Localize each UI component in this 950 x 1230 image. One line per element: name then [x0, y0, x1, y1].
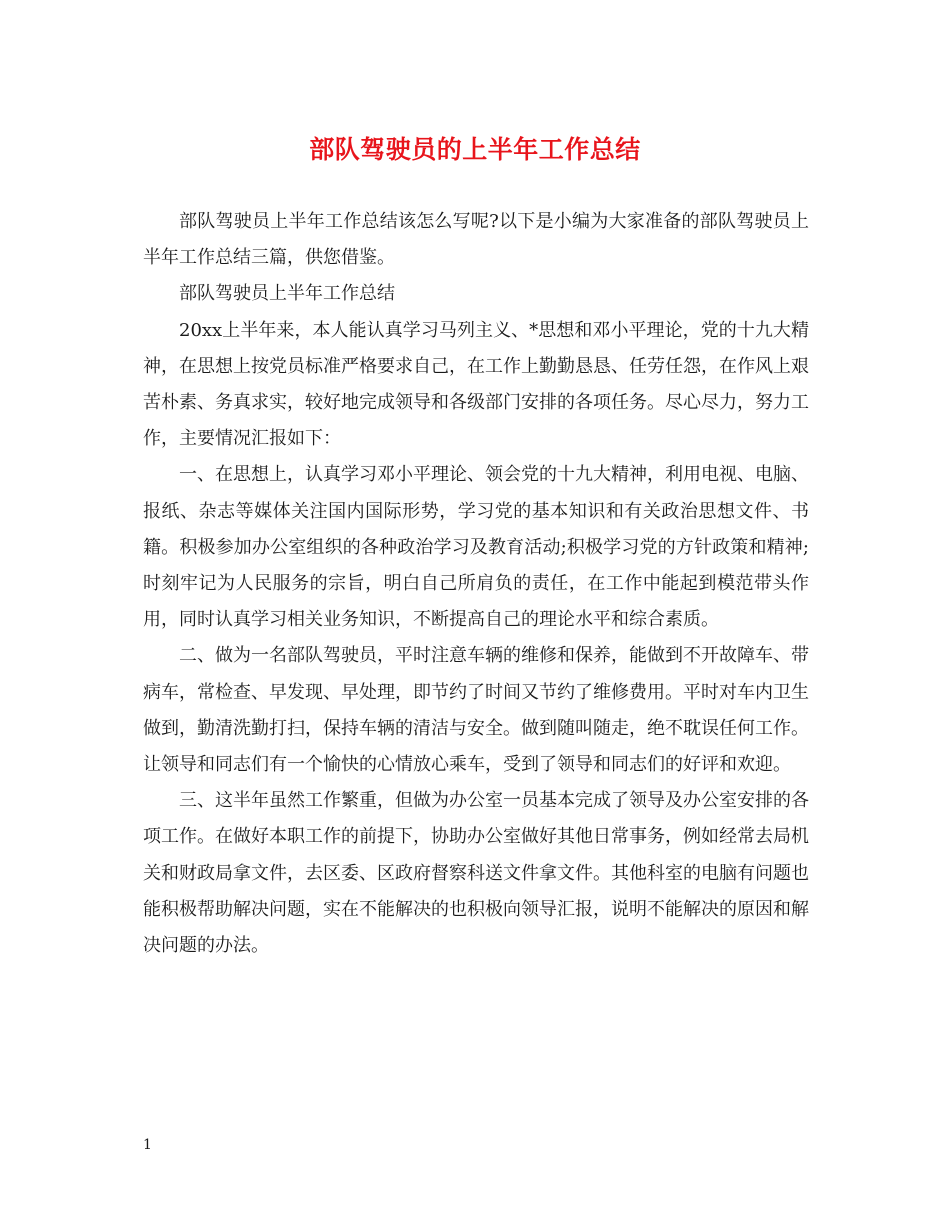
body-paragraph: 20xx上半年来，本人能认真学习马列主义、*思想和邓小平理论，党的十九大精神，在思想上按党员标准严格要求自己，在工作上勤勤恳恳、任劳任怨，在作风上艰苦朴素、务真求实，较好地完成领导和各级部门安排的各项任务。尽心尽力，努力工作，主要情况汇报如下：	[143, 319, 809, 450]
document-body	[143, 204, 809, 964]
body-paragraph: 二、做为一名部队驾驶员，平时注意车辆的维修和保养，能做到不开故障车、带病车，常检查、早发现、早处理，即节约了时间又节约了维修费用。平时对车内卫生做到，勤清洗勤打扫，保持车辆的清洁与安全。做到随叫随走，绝不耽误任何工作。让领导和同志们有一个愉快的心情放心乘车，受到了领导和同志们的好评和欢迎。	[143, 645, 809, 776]
section-heading: 部队驾驶员上半年工作总结	[179, 283, 395, 305]
intro-paragraph: 部队驾驶员上半年工作总结该怎么写呢?以下是小编为大家准备的部队驾驶员上半年工作总结三篇，供您借鉴。	[143, 211, 809, 269]
body-paragraph: 三、这半年虽然工作繁重，但做为办公室一员基本完成了领导及办公室安排的各项工作。在做好本职工作的前提下，协助办公室做好其他日常事务，例如经常去局机关和财政局拿文件，去区委、区政府督察科送文件拿文件。其他科室的电脑有问题也能积极帮助解决问题，实在不能解决的也积极向领导汇报，说明不能解决的原因和解决问题的办法。	[143, 790, 809, 957]
document-title: 部队驾驶员的上半年工作总结	[309, 135, 641, 164]
page-number: 1	[143, 1137, 152, 1153]
body-paragraph: 一、在思想上，认真学习邓小平理论、领会党的十九大精神，利用电视、电脑、报纸、杂志等媒体关注国内国际形势，学习党的基本知识和有关政治思想文件、书籍。积极参加办公室组织的各种政治学习及教育活动;积极学习党的方针政策和精神;时刻牢记为人民服务的宗旨，明白自己所肩负的责任，在工作中能起到模范带头作用，同时认真学习相关业务知识，不断提高自己的理论水平和综合素质。	[143, 464, 809, 631]
